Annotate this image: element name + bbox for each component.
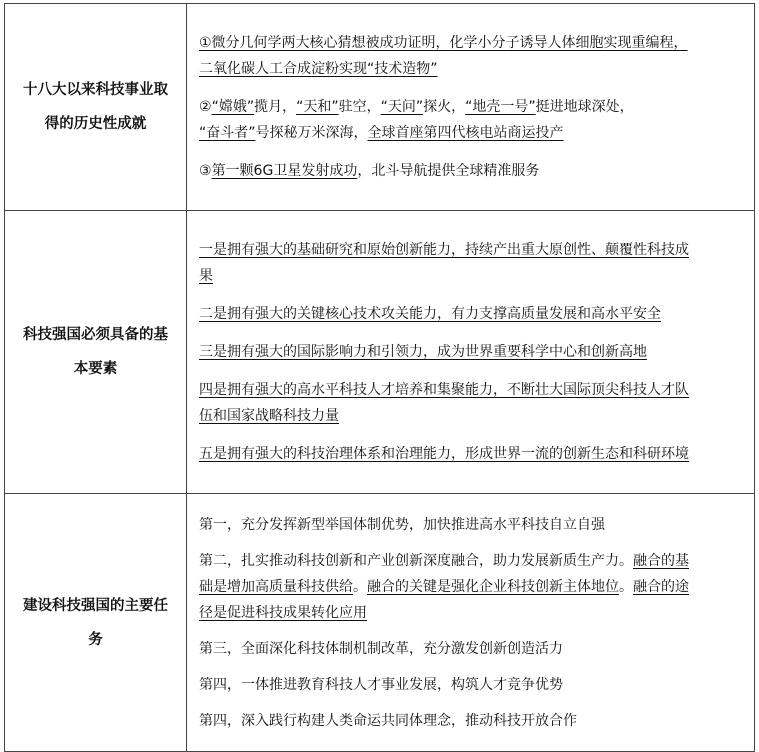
element-line <box>199 403 744 429</box>
underlined-text: 础是增加高质量科技供给 <box>199 578 353 595</box>
underlined-text: “奋斗者” <box>199 125 256 141</box>
plain-text: 第三，全面深化科技体制机制改革，充分激发创新创造活力 <box>199 640 563 657</box>
plain-text: 探火， <box>423 99 466 115</box>
achievement-line <box>199 158 744 184</box>
task-line <box>199 672 744 698</box>
table-row <box>5 4 755 211</box>
row-heading-elements: 科技强国必须具备的基本要素 <box>5 211 187 494</box>
plain-text: 第一，充分发挥新型举国体制优势，加快推进高水平科技自立自强 <box>199 516 605 533</box>
achievement-line <box>199 30 744 56</box>
underlined-text: ①微分几何学两大核心猜想被成功证明，化学小分子诱导人体细胞实现重编程， <box>199 35 688 51</box>
underlined-text: 一是拥有强大的基础研究和原始创新能力，持续产出重大原创性、颠覆性科技成 <box>199 242 689 258</box>
row-heading-tasks: 建设科技强国的主要任务 <box>5 494 187 752</box>
tasks-cell <box>187 494 755 752</box>
plain-text: ，北斗导航提供全球精准服务 <box>357 163 540 179</box>
underlined-text: 融合的途 <box>633 578 689 595</box>
plain-text: 揽月， <box>254 99 297 115</box>
underlined-text: 伍和国家战略科技力量 <box>199 408 339 424</box>
elements-cell <box>187 211 755 494</box>
task-line <box>199 636 744 662</box>
element-line <box>199 377 744 403</box>
task-line <box>199 548 744 574</box>
plain-text: 驻空， <box>338 99 381 115</box>
underlined-text: 五是拥有强大的科技治理体系和治理能力，形成世界一流的创新生态和科研环境 <box>199 446 689 462</box>
table-row <box>5 494 755 752</box>
plain-text: 第二，扎实推动科技创新和产业创新深度融合，助力发展新质生产力。 <box>199 552 633 569</box>
underlined-text: 二是拥有强大的关键核心技术攻关能力，有力支撑高质量发展和高水平安全 <box>199 306 661 322</box>
list-marker: ③ <box>199 163 212 179</box>
achievement-line <box>199 56 744 82</box>
task-line <box>199 600 744 626</box>
underlined-text: 径是促进科技成果转化应用 <box>199 604 367 621</box>
row-heading-achievements: 十八大以来科技事业取得的历史性成就 <box>5 4 187 211</box>
plain-text: 挺进地球深处， <box>535 99 634 115</box>
underlined-text: “天问” <box>380 99 424 115</box>
underlined-text: “天和” <box>296 99 339 115</box>
underlined-text: 果 <box>199 268 213 284</box>
table-row <box>5 211 755 494</box>
underlined-text: 全球首座第四代核电站商运投产 <box>367 125 564 141</box>
achievement-line <box>199 120 744 146</box>
element-line <box>199 301 744 327</box>
underlined-text: “地壳一号” <box>465 99 536 115</box>
plain-text: 号探秘万米深海， <box>255 125 368 141</box>
underlined-text: “嫦娥” <box>211 99 255 115</box>
underlined-text: 二氧化碳人工合成淀粉实现“技术造物” <box>199 61 438 77</box>
achievements-cell <box>187 4 755 211</box>
plain-text: 第四，深入践行构建人类命运共同体理念，推动科技开放合作 <box>199 712 577 729</box>
plain-text: 第四，一体推进教育科技人才事业发展，构筑人才竞争优势 <box>199 676 563 693</box>
task-line <box>199 512 744 538</box>
achievement-line <box>199 94 744 120</box>
list-marker: ② <box>199 99 212 115</box>
element-line <box>199 237 744 263</box>
plain-text: 。 <box>619 578 633 595</box>
underlined-text: 融合的基 <box>633 552 689 569</box>
summary-table <box>4 3 755 752</box>
plain-text: 。 <box>353 578 367 595</box>
underlined-text: 第一颗6G卫星发射成功 <box>211 163 358 179</box>
element-line <box>199 263 744 289</box>
task-line <box>199 708 744 734</box>
underlined-text: 四是拥有强大的高水平科技人才培养和集聚能力，不断壮大国际顶尖科技人才队 <box>199 382 689 398</box>
underlined-text: 三是拥有强大的国际影响力和引领力，成为世界重要科学中心和创新高地 <box>199 344 647 360</box>
element-line <box>199 339 744 365</box>
task-line <box>199 574 744 600</box>
element-line <box>199 441 744 467</box>
underlined-text: 融合的关键是强化企业科技创新主体地位 <box>367 578 619 595</box>
